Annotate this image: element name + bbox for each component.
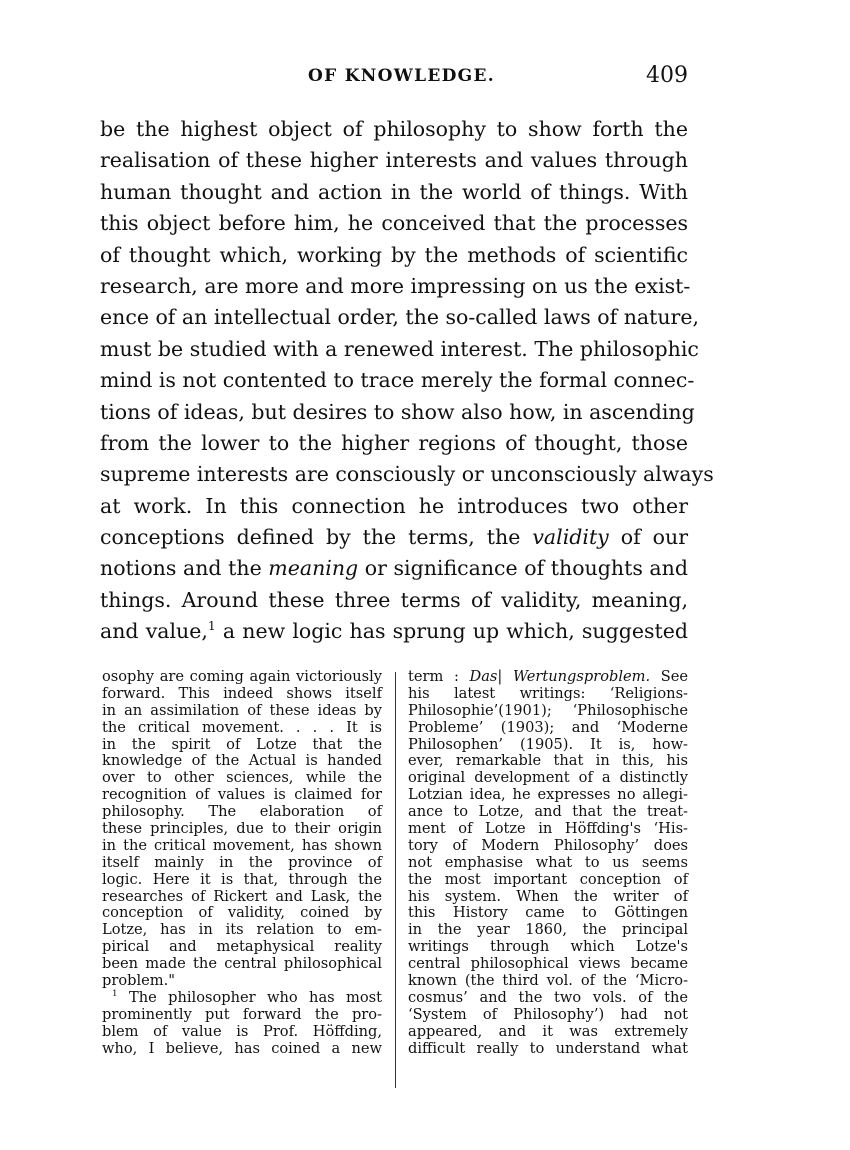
body-line: at work. In this connection he introduces two other <box>100 493 688 518</box>
body-line <box>100 616 688 647</box>
footnote-line: ment of Lotze in Höffding's ‘His- <box>408 820 688 838</box>
footnote-text-segment: The philosopher who has most <box>117 988 382 1006</box>
body-line: this object before him, he conceived that the processes <box>100 211 688 236</box>
footnote-line: ance to Lotze, and that the treat- <box>408 803 688 821</box>
footnote-line: researches of Rickert and Lask, the <box>102 887 382 905</box>
footnote-line: forward. This indeed shows itself <box>102 684 382 702</box>
body-text-segment: and value, <box>100 619 208 644</box>
footnote-line: osophy are coming again victoriously <box>102 668 382 685</box>
footnote-line: not emphasise what to us seems <box>408 853 688 871</box>
footnote-line: known (the third vol. of the ‘Micro- <box>408 972 688 990</box>
footnote-line: his latest writings: ‘Religions- <box>408 684 688 702</box>
italic-term-validity: validity <box>532 525 609 550</box>
footnote-line: Lotze, has in its relation to em- <box>102 921 382 939</box>
footnote-line: these principles, due to their origin <box>102 820 382 838</box>
footnote-text-segment: term : <box>408 668 459 685</box>
footnote-line: central philosophical views became <box>408 955 688 973</box>
footnote-line: original development of a distinctly <box>408 769 688 787</box>
body-line: human thought and action in the world of things. With <box>100 179 688 204</box>
footnote-number: 1 <box>112 989 118 1000</box>
footnote-line: who, I believe, has coined a new <box>102 1039 382 1057</box>
body-text-segment: or significance of thoughts and <box>364 556 688 581</box>
footnote-column-right <box>408 669 688 1057</box>
footnote-line: conception of validity, coined by <box>102 904 382 922</box>
footnote-line: ‘System of Philosophy’) had not <box>408 1005 688 1023</box>
footnote-line <box>408 669 688 686</box>
running-header <box>100 63 688 96</box>
footnote-line: blem of value is Prof. Höffding, <box>102 1022 382 1040</box>
body-line: realisation of these higher interests and values through <box>100 148 688 173</box>
body-line <box>100 553 688 584</box>
footnote-line: Philosophen’ (1905). It is, how- <box>408 735 688 753</box>
body-line: must be studied with a renewed interest. The philosophic <box>100 336 699 361</box>
body-line: supreme interests are consciously or unconsciously always <box>100 462 714 487</box>
footnote-marker: 1 <box>207 619 216 634</box>
footnote-line: appeared, and it was extremely <box>408 1022 688 1040</box>
italic-term-meaning: meaning <box>268 556 359 581</box>
footnote-line: Philosophie’(1901); ‘Philosophische <box>408 701 688 719</box>
body-line: from the lower to the higher regions of thought, those <box>100 430 688 455</box>
footnote-line: Lotzian idea, he expresses no allegi- <box>408 786 688 804</box>
body-line <box>100 522 688 553</box>
footnote-line: in the year 1860, the principal <box>408 921 688 939</box>
body-line: tions of ideas, but desires to show also how, in ascending <box>100 399 695 424</box>
body-line: mind is not contented to trace merely the formal connec- <box>100 368 695 393</box>
body-line: of thought which, working by the methods of scientific <box>100 242 688 267</box>
footnote-line: ever, remarkable that in this, his <box>408 752 688 770</box>
footnote-line: in the spirit of Lotze that the <box>102 735 382 753</box>
footnote-line: this History came to Göttingen <box>408 904 688 922</box>
body-line: ence of an intellectual order, the so-called laws of nature, <box>100 305 700 330</box>
body-text-segment: a new logic has sprung up which, suggested <box>215 619 689 644</box>
footnote-text-segment: See <box>660 668 689 685</box>
footnote-line: Probleme’ (1903); and ‘Moderne <box>408 718 688 736</box>
footnote-line: philosophy. The elaboration of <box>102 803 382 821</box>
footnote-line: over to other sciences, while the <box>102 769 382 787</box>
footnote-line: writings through which Lotze's <box>408 938 688 956</box>
footnote-column-left <box>102 669 382 1057</box>
body-text-segment: conceptions defined by the terms, the <box>100 525 521 550</box>
body-text-segment: notions and the <box>100 556 262 581</box>
footnote-line: been made the central philosophical <box>102 955 382 973</box>
footnote-line: difficult really to understand what <box>408 1039 688 1057</box>
footnote-line: in the critical movement, has shown <box>102 836 382 854</box>
italic-term: Das| Wertungsproblem. <box>469 668 651 685</box>
footnote-line: prominently put forward the pro- <box>102 1005 382 1023</box>
column-divider <box>395 672 396 1088</box>
running-title: OF KNOWLEDGE. <box>308 66 495 86</box>
page-number: 409 <box>646 63 688 88</box>
body-text-segment: of our <box>620 525 688 550</box>
footnote-line: problem." <box>102 972 175 990</box>
body-text <box>100 114 714 648</box>
footnote-line: in an assimilation of these ideas by <box>102 701 382 719</box>
footnote-line: knowledge of the Actual is handed <box>102 752 382 770</box>
footnote-line: logic. Here it is that, through the <box>102 870 382 888</box>
footnote-line: tory of Modern Philosophy’ does <box>408 836 688 854</box>
footnote-line: the critical movement. . . . It is <box>102 718 382 736</box>
footnote-line: the most important conception of <box>408 870 688 888</box>
footnote-line: cosmus’ and the two vols. of the <box>408 988 688 1006</box>
footnote-line: pirical and metaphysical reality <box>102 938 382 956</box>
body-line: research, are more and more impressing on us the exist- <box>100 273 691 298</box>
body-line: things. Around these three terms of validity, meaning, <box>100 587 688 612</box>
footnote-line: itself mainly in the province of <box>102 853 382 871</box>
body-line: be the highest object of philosophy to show forth the <box>100 117 688 141</box>
footnote-line: recognition of values is claimed for <box>102 786 382 804</box>
footnote-line: his system. When the writer of <box>408 887 688 905</box>
footnote-line <box>102 990 382 1007</box>
